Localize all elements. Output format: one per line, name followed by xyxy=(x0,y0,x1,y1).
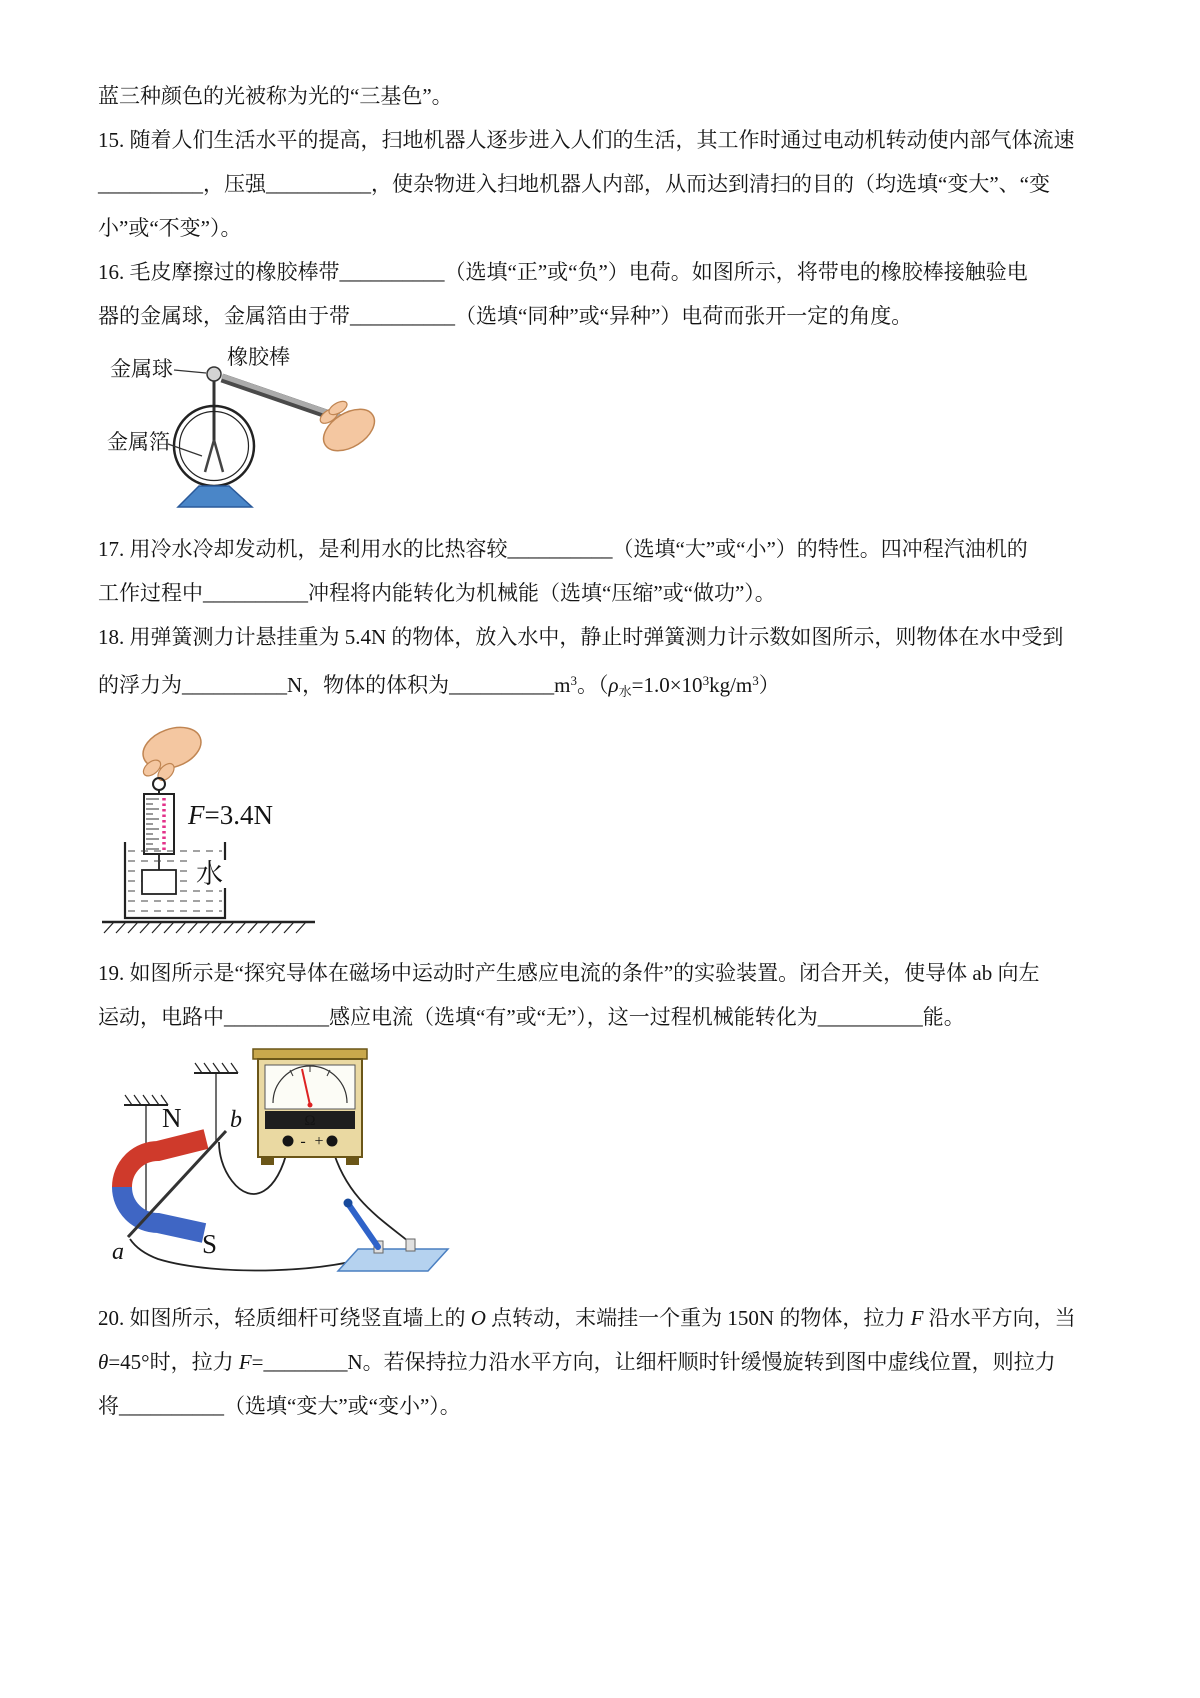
pole-n-label: N xyxy=(162,1102,182,1133)
end-b-label: b xyxy=(230,1106,242,1133)
foil-leaf-left xyxy=(205,440,214,472)
ball-pointer-line xyxy=(174,370,206,373)
pole-s-label: S xyxy=(202,1228,218,1259)
question-16 xyxy=(98,250,1116,521)
ground-hatching xyxy=(104,922,306,933)
q17-line-1: 17. 用冷水冷却发动机，是利用水的比热容较__________（选填“大”或“小”）的特性。四冲程汽油机的 xyxy=(98,537,1028,561)
hand xyxy=(316,399,382,460)
q15-line-2: __________，压强__________，使杂物进入扫地机器人内部，从而达到清扫的目的（均选填“变大”、“变 xyxy=(98,172,1050,196)
question-18 xyxy=(98,615,1116,945)
q15-line-3: 小”或“不变”）。 xyxy=(98,216,242,240)
magnet-south-limb xyxy=(122,1187,204,1233)
wire-right xyxy=(332,1147,408,1241)
switch-base xyxy=(338,1249,448,1271)
q16-line-2: 器的金属球，金属箔由于带__________（选填“同种”或“异种”）电荷而张开一定的角度。 xyxy=(98,304,913,328)
stand-base xyxy=(178,486,252,507)
submerged-object xyxy=(142,870,176,894)
wire-bottom xyxy=(130,1239,378,1270)
q20-line-3: 将__________（选填“变大”或“变小”）。 xyxy=(98,1393,461,1418)
hand xyxy=(137,720,206,783)
q15-line-1: 15. 随着人们生活水平的提高，扫地机器人逐步进入人们的生活，其工作时通过电动机转动使内部气体流速 xyxy=(98,128,1075,152)
q20-line-2: θ=45°时，拉力 F=________N。若保持拉力沿水平方向，让细杆顺时针缓慢旋转到图中虚线位置，则拉力 xyxy=(98,1349,1056,1374)
exam-page xyxy=(98,74,1116,1428)
ball-label: 金属球 xyxy=(110,357,173,381)
question-20 xyxy=(98,1296,1116,1428)
foil-label: 金属箔 xyxy=(107,430,170,454)
figure-spring-scale xyxy=(100,720,1116,945)
intro-line: 蓝三种颜色的光被称为光的“三基色”。 xyxy=(98,84,453,108)
switch xyxy=(338,1198,448,1271)
terminal-left xyxy=(283,1135,294,1146)
figure-electroscope xyxy=(102,344,1116,521)
figure-induction-experiment xyxy=(106,1045,1116,1290)
meter-foot-right xyxy=(346,1157,359,1165)
q18-line-2: 的浮力为__________N，物体的体积为$\_\_\_\_\_\_\_\_\_\_m^3$。（ρ水$=1.0\times 10^3kg/m^3$） xyxy=(98,673,780,699)
meter-foot-left xyxy=(261,1157,274,1165)
metal-ball xyxy=(207,367,221,381)
meter-symbol: Ω xyxy=(304,1112,316,1129)
switch-post-right xyxy=(406,1239,415,1251)
q18-line-1: 18. 用弹簧测力计悬挂重为 5.4N 的物体，放入水中，静止时弹簧测力计示数如图所示，则物体在水中受到 xyxy=(98,625,1064,649)
switch-lever-tip xyxy=(344,1198,353,1207)
terminal-plus-label: + xyxy=(314,1132,324,1150)
terminal-minus-label: - xyxy=(300,1132,306,1150)
switch-lever xyxy=(349,1205,378,1247)
end-a-label: a xyxy=(112,1238,124,1265)
q20-line-1: 20. 如图所示，轻质细杆可绕竖直墙上的 O 点转动，末端挂一个重为 150N 的物体，拉力 F 沿水平方向，当 xyxy=(98,1305,1076,1330)
q16-line-1: 16. 毛皮摩擦过的橡胶棒带__________（选填“正”或“负”）电荷。如图所示，将带电的橡胶棒接触验电 xyxy=(98,260,1028,284)
q19-line-2: 运动，电路中__________感应电流（选填“有”或“无”），这一过程机械能转化为__________能。 xyxy=(98,1004,965,1029)
scale-reading: F=3.4N xyxy=(188,799,273,830)
meter-pivot xyxy=(308,1102,313,1107)
q19-line-1: 19. 如图所示是“探究导体在磁场中运动时产生感应电流的条件”的实验装置。闭合开关，使导体 ab 向左 xyxy=(98,960,1040,985)
magnet-north-limb xyxy=(122,1139,206,1187)
question-17 xyxy=(98,527,1116,615)
question-19 xyxy=(98,951,1116,1290)
question-15 xyxy=(98,118,1116,250)
q17-line-2: 工作过程中__________冲程将内能转化为机械能（选填“压缩”或“做功”）。 xyxy=(98,581,776,605)
foil-leaf-right xyxy=(214,440,223,472)
terminal-right xyxy=(327,1135,338,1146)
water-label: 水 xyxy=(196,858,223,889)
galvanometer xyxy=(253,1049,367,1165)
rod-label: 橡胶棒 xyxy=(227,345,290,369)
